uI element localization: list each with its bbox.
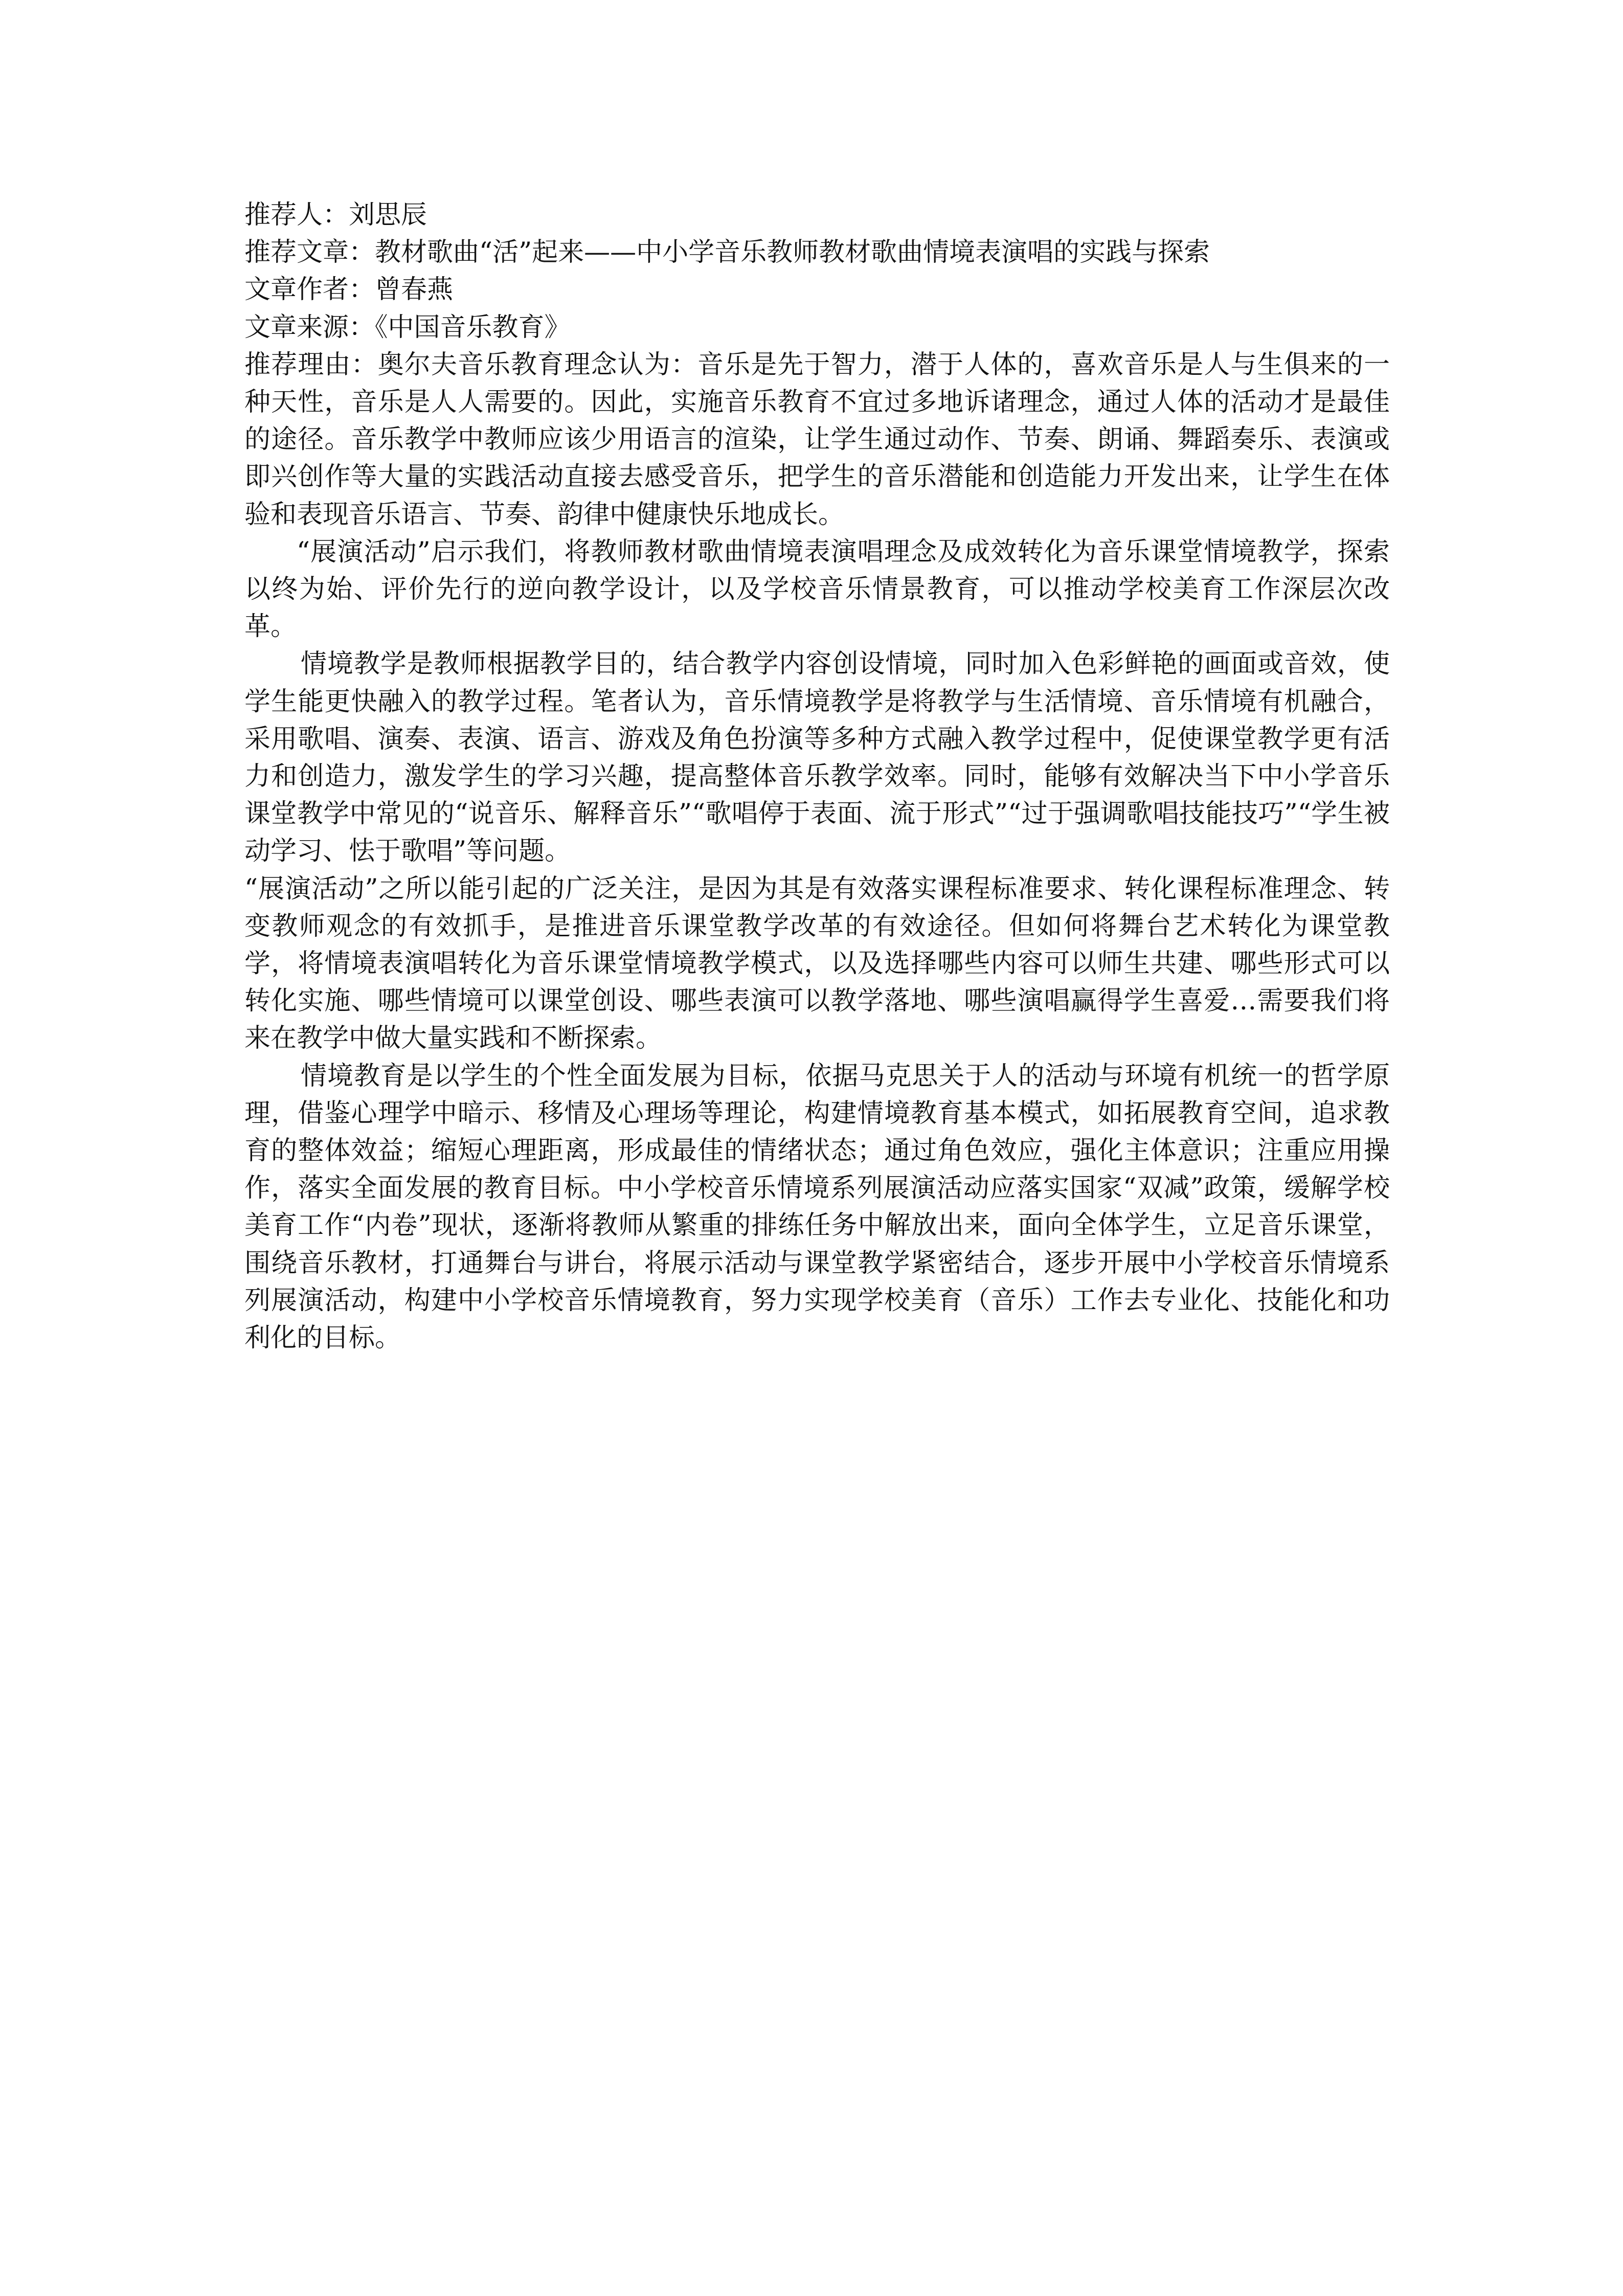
recommender-label: 推荐人： [244, 200, 349, 230]
author-line [244, 271, 1390, 308]
reason-text: 奥尔夫音乐教育理念认为：音乐是先于智力，潜于人体的，喜欢音乐是人与生俱来的一种天性，音乐是人人需要的。因此，实施音乐教育不宜过多地诉诸理念，通过人体的活动才是最佳的途径。音乐教学中教师应该少用语言的渲染，让学生通过动作、节奏、朗诵、舞蹈奏乐、表演或即兴创作等大量的实践活动直接去感受音乐，把学生的音乐潜能和创造能力开发出来，让学生在体验和表现音乐语言、节奏、韵律中健康快乐地成长。 [244, 349, 1390, 530]
article-title: 教材歌曲“活”起来——中小学音乐教师教材歌曲情境表演唱的实践与探索 [375, 237, 1210, 268]
document-body [244, 196, 1390, 1357]
reason-paragraph [244, 346, 1390, 533]
source-line [244, 309, 1390, 346]
source-name: 《中国音乐教育》 [375, 312, 571, 343]
body-paragraph-4: 情境教育是以学生的个性全面发展为目标，依据马克思关于人的活动与环境有机统一的哲学原理，借鉴心理学中暗示、移情及心理场等理论，构建情境教育基本模式，如拓展教育空间，追求教育的整体效益；缩短心理距离，形成最佳的情绪状态；通过角色效应，强化主体意识；注重应用操作，落实全面发展的教育目标。中小学校音乐情境系列展演活动应落实国家“双减”政策，缓解学校美育工作“内卷”现状，逐渐将教师从繁重的排练任务中解放出来，面向全体学生，立足音乐课堂，围绕音乐教材，打通舞台与讲台，将展示活动与课堂教学紧密结合，逐步开展中小学校音乐情境系列展演活动，构建中小学校音乐情境教育，努力实现学校美育（音乐）工作去专业化、技能化和功利化的目标。 [244, 1061, 1390, 1354]
author-name: 曾春燕 [375, 275, 454, 305]
recommender-name: 刘思辰 [349, 200, 427, 230]
article-label: 推荐文章： [244, 237, 375, 268]
recommender-line [244, 196, 1390, 234]
body-paragraph-3: “展演活动”之所以能引起的广泛关注，是因为其是有效落实课程标准要求、转化课程标准理念、转变教师观念的有效抓手，是推进音乐课堂教学改革的有效途径。但如何将舞台艺术转化为课堂教学，将情境表演唱转化为音乐课堂情境教学模式，以及选择哪些内容可以师生共建、哪些形式可以转化实施、哪些情境可以课堂创设、哪些表演可以教学落地、哪些演唱赢得学生喜爱…需要我们将来在教学中做大量实践和不断探索。 [244, 873, 1390, 1054]
article-line [244, 234, 1390, 271]
body-paragraph-1: “展演活动”启示我们，将教师教材歌曲情境表演唱理念及成效转化为音乐课堂情境教学，探索以终为始、评价先行的逆向教学设计，以及学校音乐情景教育，可以推动学校美育工作深层次改革。 [244, 536, 1390, 642]
reason-label: 推荐理由： [244, 349, 378, 380]
body-paragraph-2: 情境教学是教师根据教学目的，结合教学内容创设情境，同时加入色彩鲜艳的画面或音效，使学生能更快融入的教学过程。笔者认为，音乐情境教学是将教学与生活情境、音乐情境有机融合，采用歌唱、演奏、表演、语言、游戏及角色扮演等多种方式融入教学过程中，促使课堂教学更有活力和创造力，激发学生的学习兴趣，提高整体音乐教学效率。同时，能够有效解决当下中小学音乐课堂教学中常见的“说音乐、解释音乐”“歌唱停于表面、流于形式”“过于强调歌唱技能技巧”“学生被动学习、怯于歌唱”等问题。 [244, 649, 1390, 867]
author-label: 文章作者： [244, 275, 375, 305]
source-label: 文章来源： [244, 312, 375, 343]
